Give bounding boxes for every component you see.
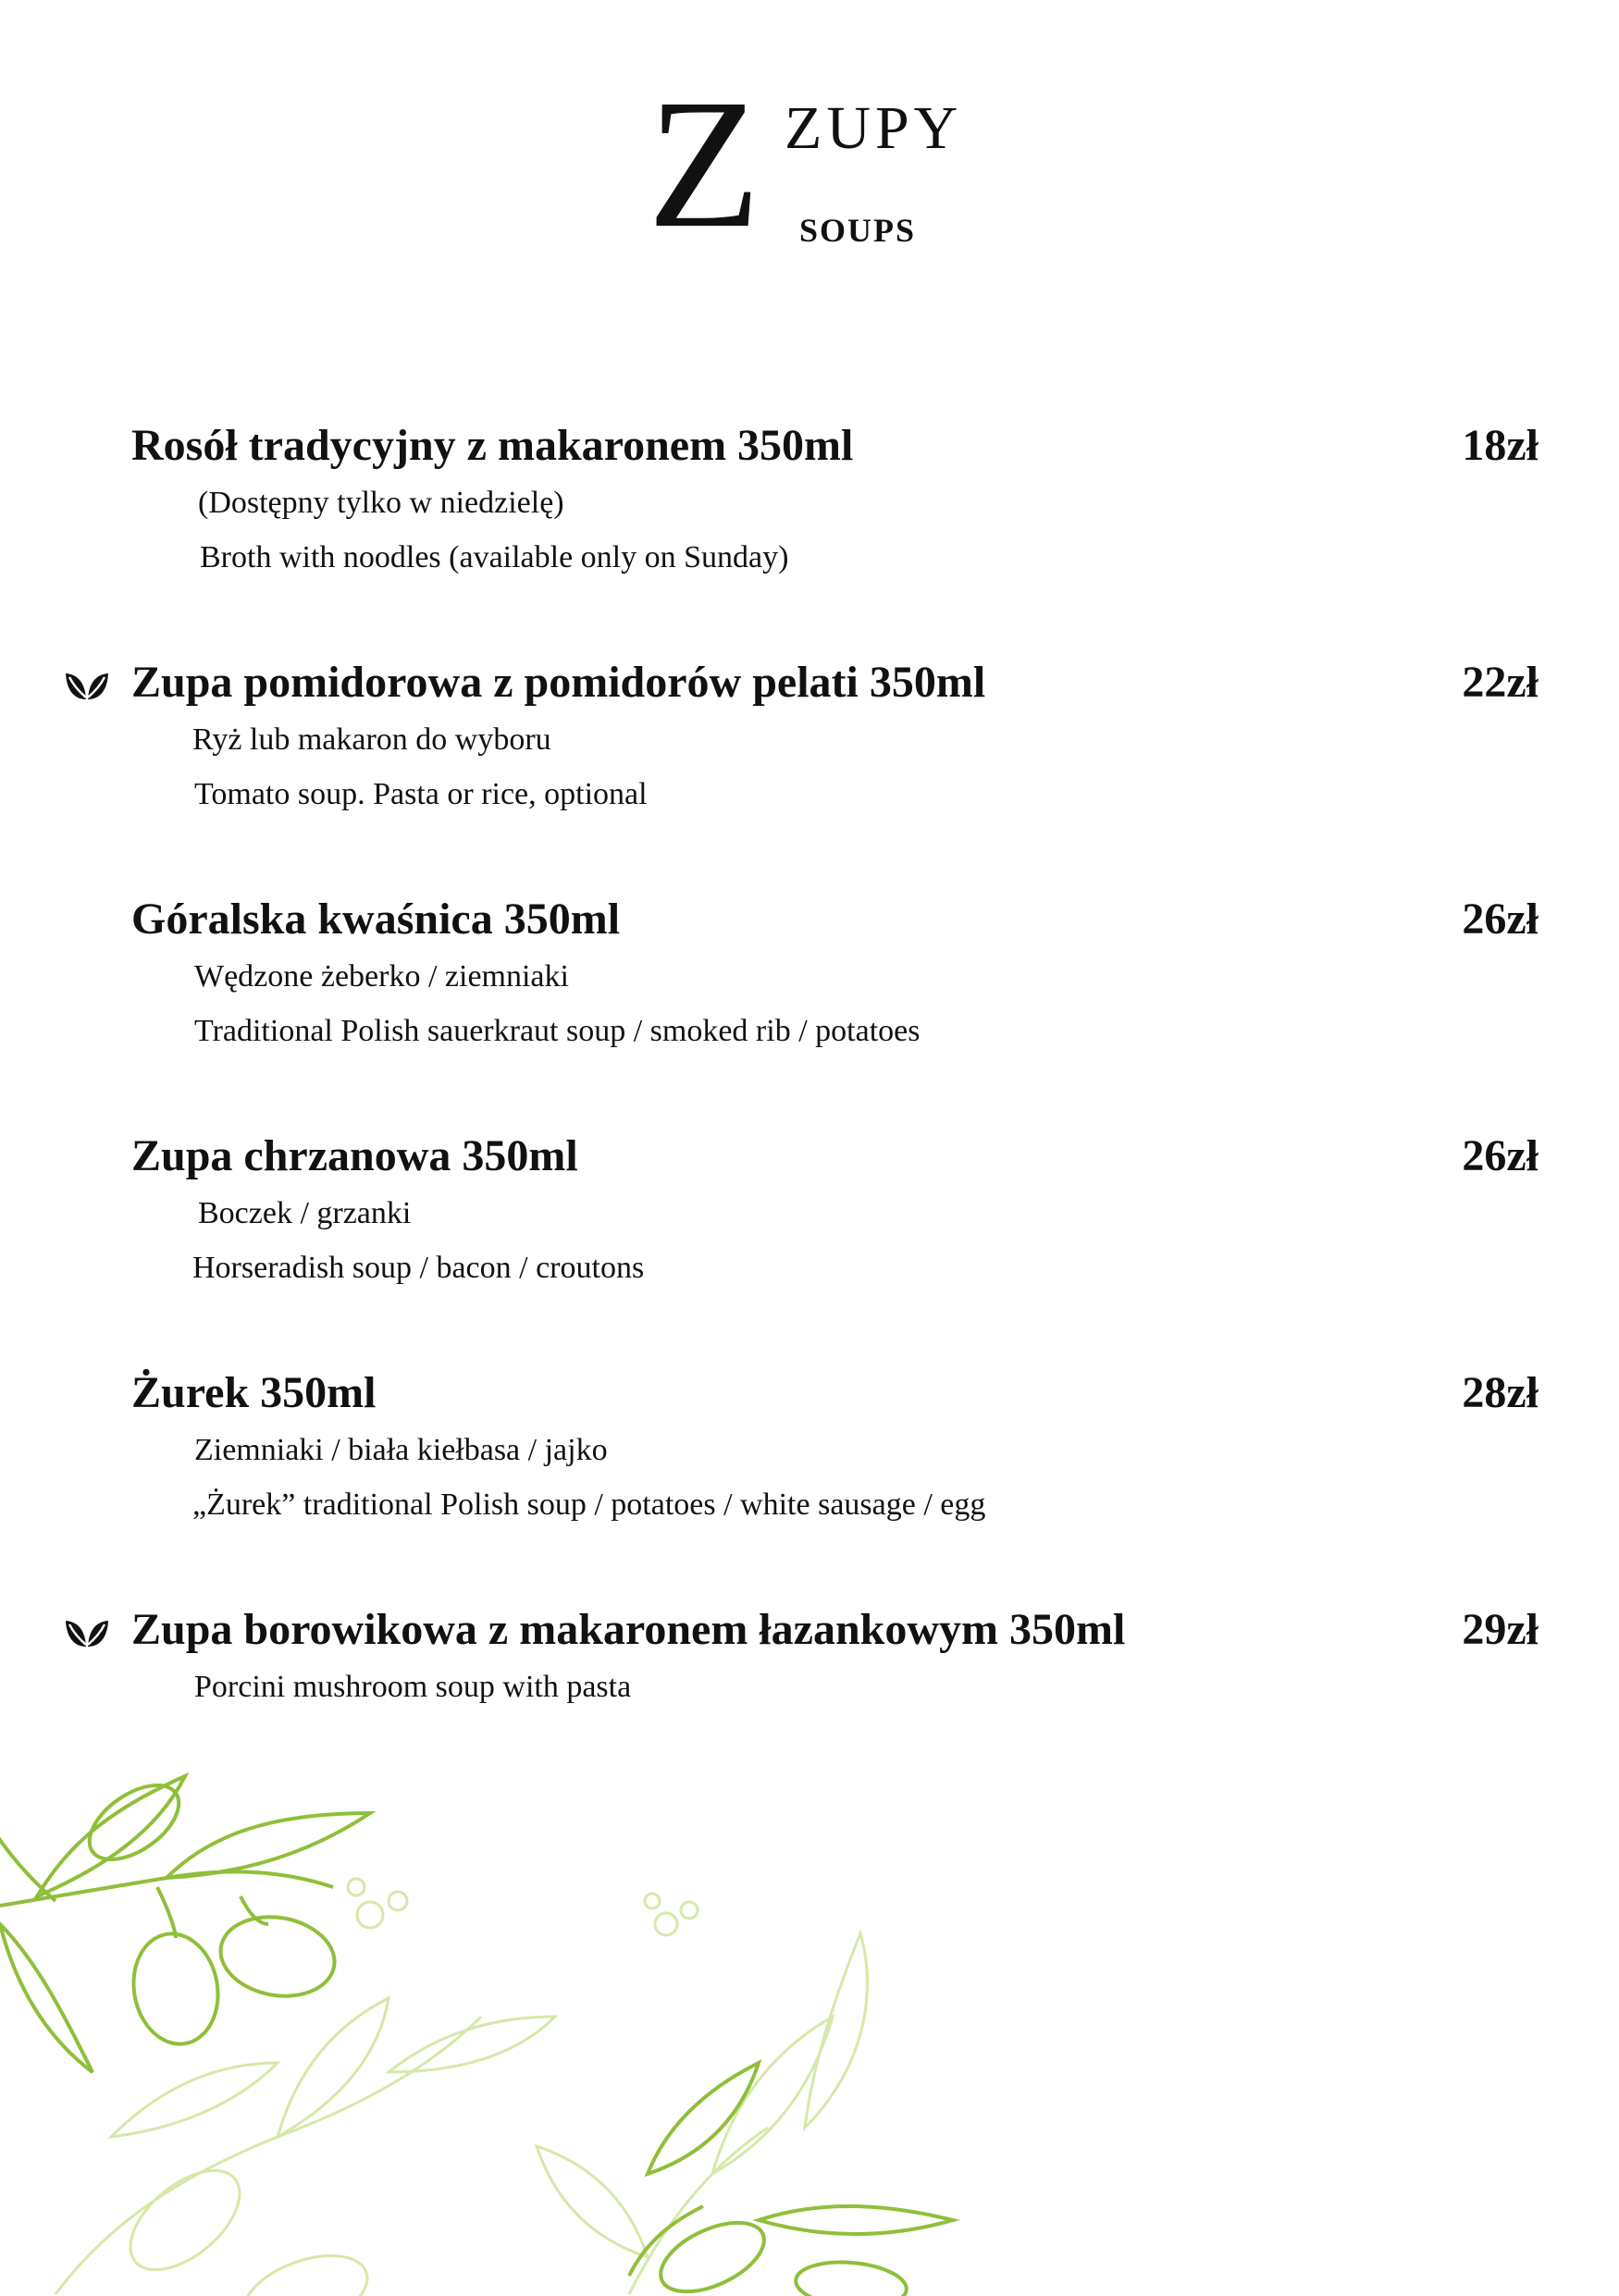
item-price: 26zł: [1462, 895, 1539, 944]
menu-item-rosol: [0, 418, 1619, 622]
item-description-pl: (Dostępny tylko w niedzielę): [198, 486, 564, 520]
item-name: Zupa borowikowa z makaronem łazankowym 350ml: [131, 1605, 1126, 1654]
menu-item-pomidorowa: [0, 655, 1619, 858]
item-description-pl: Boczek / grzanki: [198, 1196, 412, 1230]
olive-branch-illustration: [0, 1739, 1018, 2296]
menu-item-kwasnica: [0, 892, 1619, 1095]
item-price: 29zł: [1462, 1605, 1539, 1654]
item-price: 26zł: [1462, 1131, 1539, 1180]
item-price: 18zł: [1462, 421, 1539, 470]
section-title-pl: ZUPY: [785, 94, 963, 162]
item-description-en: Porcini mushroom soup with pasta: [194, 1670, 632, 1704]
menu-header: [0, 0, 1619, 278]
item-price: 22zł: [1462, 658, 1539, 707]
item-description-en: Tomato soup. Pasta or rice, optional: [194, 777, 648, 811]
menu-item-chrzanowa: [0, 1129, 1619, 1332]
item-description-en: „Żurek” traditional Polish soup / potatoes / white sausage / egg: [192, 1487, 986, 1522]
section-title-en: SOUPS: [799, 212, 917, 249]
section-initial: Z: [648, 62, 761, 266]
item-price: 28zł: [1462, 1368, 1539, 1417]
item-description-en: Horseradish soup / bacon / croutons: [192, 1251, 645, 1285]
leaf-icon: [65, 670, 109, 703]
item-name: Zupa chrzanowa 350ml: [131, 1131, 578, 1180]
item-description-en: Broth with noodles (available only on Sunday): [200, 540, 789, 574]
item-description-en: Traditional Polish sauerkraut soup / smoked rib / potatoes: [194, 1014, 921, 1048]
item-name: Rosół tradycyjny z makaronem 350ml: [131, 421, 854, 470]
menu-item-zurek: [0, 1365, 1619, 1569]
item-description-pl: Wędzone żeberko / ziemniaki: [194, 959, 569, 994]
item-name: Zupa pomidorowa z pomidorów pelati 350ml: [131, 658, 986, 707]
leaf-icon: [65, 1617, 109, 1650]
item-name: Góralska kwaśnica 350ml: [131, 895, 621, 944]
item-name: Żurek 350ml: [131, 1368, 377, 1417]
item-description-pl: Ryż lub makaron do wyboru: [192, 722, 551, 757]
item-description-pl: Ziemniaki / biała kiełbasa / jajko: [194, 1433, 608, 1467]
